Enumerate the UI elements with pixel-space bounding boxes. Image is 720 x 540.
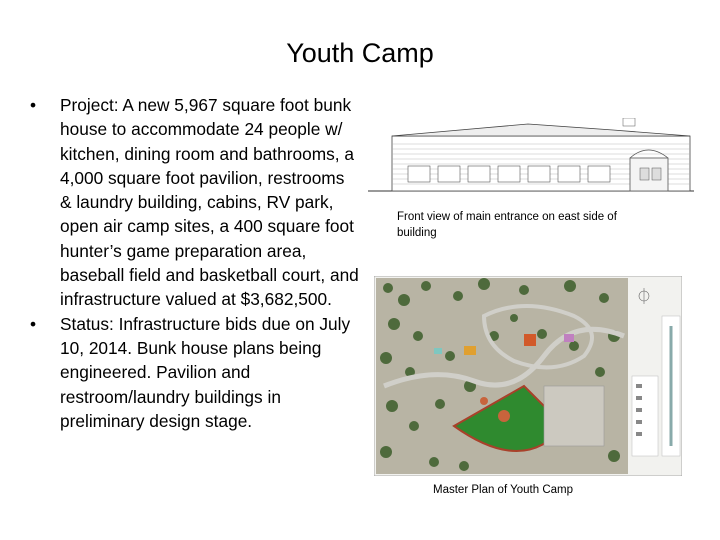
bullet-list: [30, 93, 360, 433]
slide-title: Youth Camp: [286, 38, 434, 68]
bullet-marker: •: [30, 95, 37, 115]
figure-caption-elevation: Front view of main entrance on east side of building: [397, 211, 617, 239]
building-elevation-drawing: [368, 118, 694, 196]
bullet-text: Project: A new 5,967 square foot bunk house to accommodate 24 people w/ kitchen, dining room and bathrooms, a 4,000 square foot pavilion, restrooms & laundry building, cabins, RV park, open air camp sites, a 400 square foot hunter’s game preparation area, baseball field and basketball court, and infrastructure valued at $3,682,500.: [60, 95, 359, 310]
figure-caption-master-plan: Master Plan of Youth Camp: [433, 484, 573, 496]
bullet-marker: •: [30, 313, 37, 334]
master-plan-drawing: [374, 276, 682, 476]
bullet-text: Status: Infrastructure bids due on July 10, 2014. Bunk house plans being engineered. Pavilion and restroom/laundry buildings in preliminary design stage.: [60, 313, 351, 431]
bullet-item: [30, 312, 360, 433]
bullet-item: [30, 93, 360, 312]
